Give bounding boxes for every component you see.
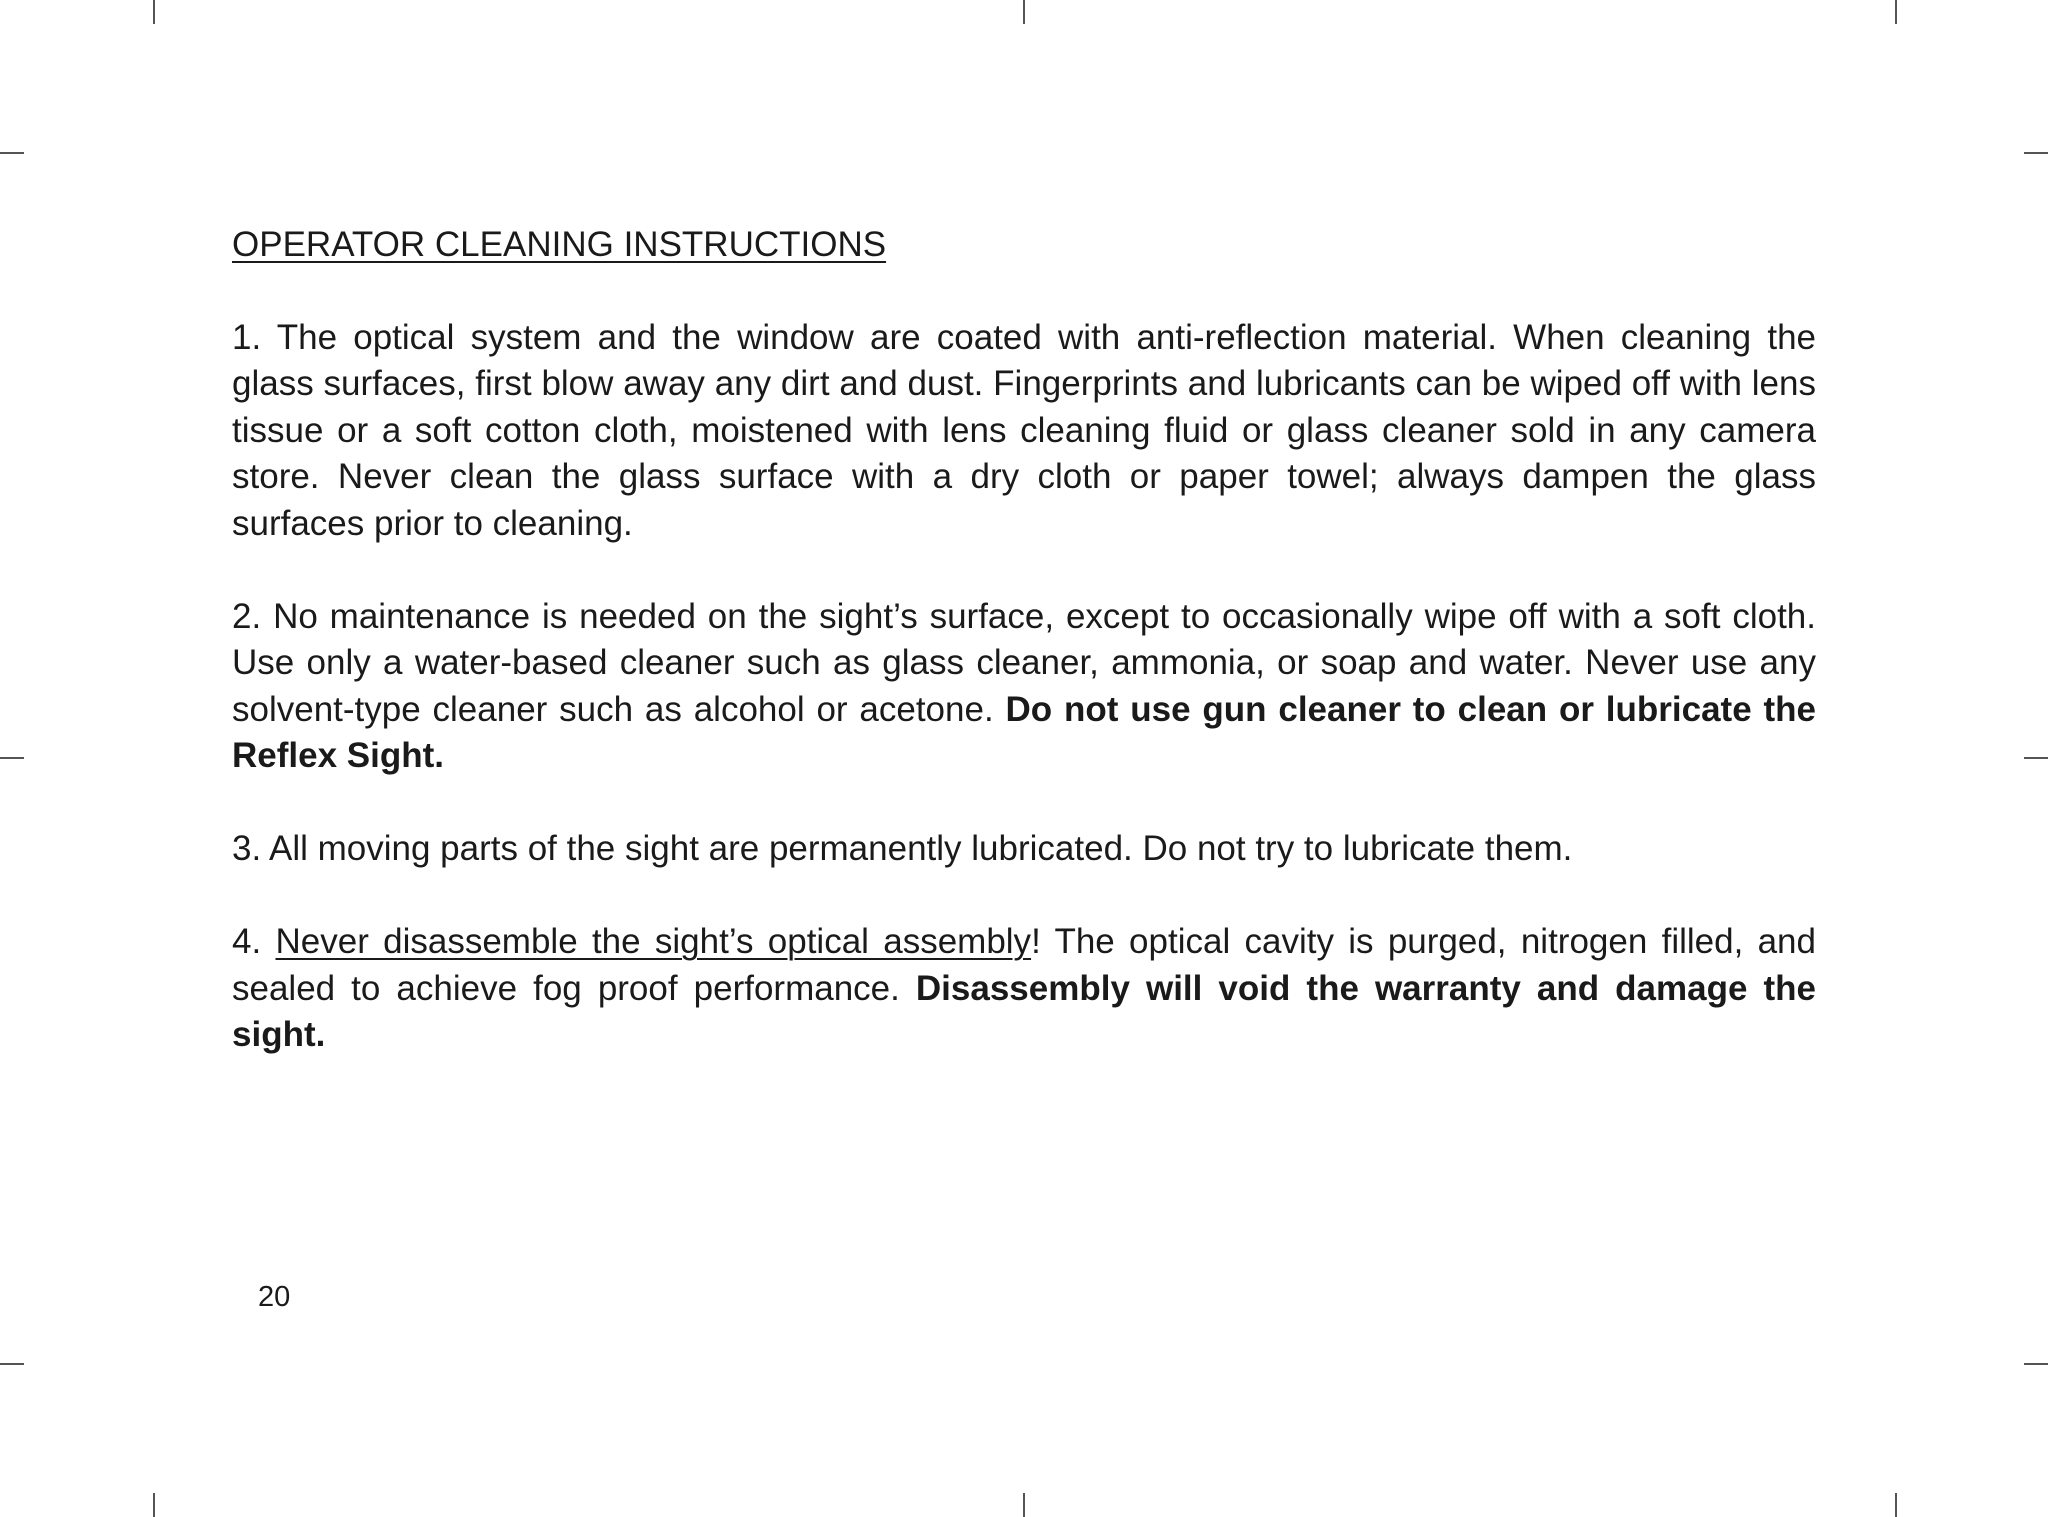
- crop-mark-right-bottom: [2024, 1363, 2048, 1365]
- instruction-3-text: 3. All moving parts of the sight are permanently lubricated. Do not try to lubricate them.: [232, 829, 1573, 868]
- page-title: OPERATOR CLEANING INSTRUCTIONS: [232, 225, 887, 264]
- page-number: 20: [258, 1281, 291, 1313]
- crop-mark-right-top: [2024, 152, 2048, 154]
- crop-mark-left-middle: [0, 757, 24, 759]
- instruction-4: [232, 919, 1816, 1059]
- instruction-4-warning: Disassembly will void the warranty and damage the sight.: [232, 968, 1817, 1054]
- crop-mark-top-center: [1023, 0, 1025, 24]
- crop-mark-bottom-left: [153, 1493, 155, 1517]
- crop-mark-left-bottom: [0, 1363, 24, 1365]
- instruction-2: [232, 594, 1816, 780]
- crop-mark-top-left: [153, 0, 155, 24]
- crop-mark-bottom-center: [1023, 1493, 1025, 1517]
- crop-mark-left-top: [0, 152, 24, 154]
- instruction-2-text: 2. No maintenance is needed on the sight’s surface, except to occasionally wipe off with a soft cloth. Use only a water-based cleaner such as glass cleaner, ammonia, or soap and water. Never use any solvent-type cleaner such as alcohol or acetone.: [232, 596, 1816, 729]
- crop-mark-bottom-right: [1895, 1493, 1897, 1517]
- instruction-4-underlined: Never disassemble the sight’s optical assembly: [275, 922, 1032, 961]
- instruction-1: [232, 315, 1816, 548]
- instruction-3: [232, 826, 1816, 873]
- instruction-4-text: ! The optical cavity is purged, nitrogen filled, and sealed to achieve fog proof performance.: [232, 922, 1816, 1008]
- instruction-4-number: 4.: [232, 922, 276, 961]
- page-content: [232, 222, 1816, 1059]
- instruction-1-text: 1. The optical system and the window are coated with anti-reflection material. When cleaning the glass surfaces, first blow away any dirt and dust. Fingerprints and lubricants can be wiped off with lens tissue or a soft cotton cloth, moistened with lens cleaning fluid or glass cleaner sold in any camera store. Never clean the glass surface with a dry cloth or paper towel; always dampen the glass surfaces prior to cleaning.: [232, 317, 1816, 543]
- crop-mark-right-middle: [2024, 757, 2048, 759]
- crop-mark-top-right: [1895, 0, 1897, 24]
- instruction-2-warning: Do not use gun cleaner to clean or lubricate the Reflex Sight.: [232, 689, 1816, 775]
